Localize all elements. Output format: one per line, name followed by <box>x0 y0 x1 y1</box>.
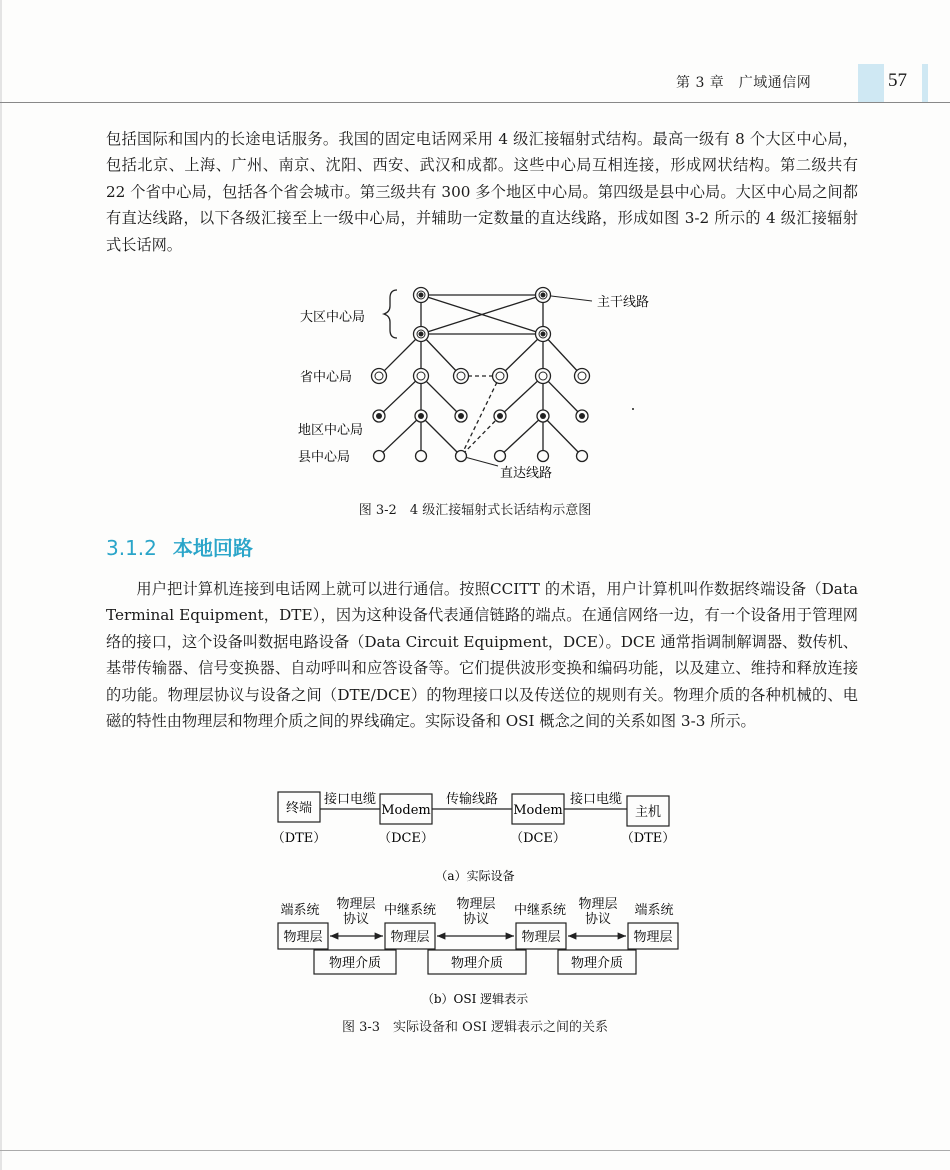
figure-3-3-caption: 图 3-3 实际设备和 OSI 逻辑表示之间的关系 <box>341 1020 609 1035</box>
header-accent-bar <box>858 64 884 102</box>
label-dce-2: （DCE） <box>510 831 566 846</box>
label-physical-medium-1: 物理介质 <box>328 956 382 971</box>
label-interface-cable-1: 接口电缆 <box>323 792 377 807</box>
label-province-center: 省中心局 <box>300 370 353 385</box>
paragraph-1-text: 包括国际和国内的长途电话服务。我国的固定电话网采用 4 级汇接辐射式结构。最高一级有 8 个大区中心局，包括北京、上海、广州、南京、沈阳、西安、武汉和成都。这些中心局互相连接，形成网状结构。第二级共有 22 个省中心局，包括各个省会城市。第三级共有 300 多个地区中心局。第四级是县中心局。大区中心局之间都有直达线路，以下各级汇接至上一级中心局，并辅助一定数量的直达线路，形成如图 3-2 所示的 4 级汇接辐射式长话网。 <box>106 130 858 254</box>
header-rule <box>0 102 950 103</box>
label-end-system-1: 端系统 <box>280 903 320 918</box>
label-transmission-line: 传输线路 <box>445 792 499 807</box>
figure-3-3a-caption: （a）实际设备 <box>435 869 515 883</box>
label-relay-system-2: 中继系统 <box>513 903 567 918</box>
label-dce-1: （DCE） <box>378 831 434 846</box>
header-edge-bar <box>922 64 928 102</box>
label-region-center: 大区中心局 <box>300 310 366 325</box>
figure-3-2-hierarchy-diagram <box>280 276 680 488</box>
section-number: 3.1.2 <box>106 536 157 560</box>
paragraph-1 <box>106 126 858 258</box>
label-physical-layer-1: 物理层 <box>283 930 323 945</box>
footer-rule <box>0 1150 950 1151</box>
label-physical-layer-4: 物理层 <box>633 930 673 945</box>
label-modem-2: Modem <box>513 803 563 818</box>
label-terminal: 终端 <box>285 801 313 816</box>
label-phys-protocol-1b: 协议 <box>342 912 370 927</box>
label-relay-system-1: 中继系统 <box>383 903 437 918</box>
running-header-chapter: 第 3 章 广域通信网 <box>676 75 812 91</box>
label-phys-protocol-3a: 物理层 <box>578 897 618 912</box>
section-heading <box>106 532 253 561</box>
label-phys-protocol-3b: 协议 <box>584 912 612 927</box>
label-physical-medium-2: 物理介质 <box>450 956 504 971</box>
label-physical-medium-3: 物理介质 <box>570 956 624 971</box>
label-county-center: 县中心局 <box>298 450 351 465</box>
label-physical-layer-3: 物理层 <box>521 930 561 945</box>
label-dte-1: （DTE） <box>271 831 327 846</box>
label-physical-layer-2: 物理层 <box>390 930 430 945</box>
figure-3-3b-osi-diagram <box>270 895 690 1010</box>
figure-3-2-caption: 图 3-2 4 级汇接辐射式长话结构示意图 <box>358 503 592 518</box>
paragraph-2-text: 用户把计算机连接到电话网上就可以进行通信。按照CCITT 的术语，用户计算机叫作数据终端设备（Data Terminal Equipment，DTE），因为这种设备代表通信链路的端点。在通信网络一边，有一个设备用于管理网络的接口，这个设备叫数据电路设备（Data Circuit Equipment，DCE）。DCE 通常指调制解调器、数传机、基带传输器、信号变换器、自动呼叫和应答设备等。它们提供波形变换和编码功能，以及建立、维持和释放连接的功能。物理层协议与设备之间（DTE/DCE）的物理接口以及传送位的规则有关。物理介质的各种机械的、电磁的特性由物理层和物理介质之间的界线确定。实际设备和 OSI 概念之间的关系如图 3-3 所示。 <box>106 580 858 731</box>
label-district-center: 地区中心局 <box>298 423 364 438</box>
section-title: 本地回路 <box>172 536 253 560</box>
label-direct-line: 直达线路 <box>500 466 553 481</box>
label-modem-1: Modem <box>381 803 431 818</box>
label-dte-2: （DTE） <box>620 831 676 846</box>
label-end-system-2: 端系统 <box>634 903 674 918</box>
label-interface-cable-2: 接口电缆 <box>569 792 623 807</box>
label-phys-protocol-2a: 物理层 <box>456 897 496 912</box>
label-phys-protocol-1a: 物理层 <box>336 897 376 912</box>
label-host: 主机 <box>634 805 662 820</box>
figure-3-3a-device-diagram <box>270 780 690 890</box>
label-trunk-line: 主干线路 <box>597 295 650 310</box>
paragraph-2 <box>106 576 858 734</box>
page-edge <box>0 0 2 1170</box>
page-number: 57 <box>888 70 907 91</box>
figure-3-3b-caption: （b）OSI 逻辑表示 <box>421 992 529 1006</box>
label-phys-protocol-2b: 协议 <box>462 912 490 927</box>
